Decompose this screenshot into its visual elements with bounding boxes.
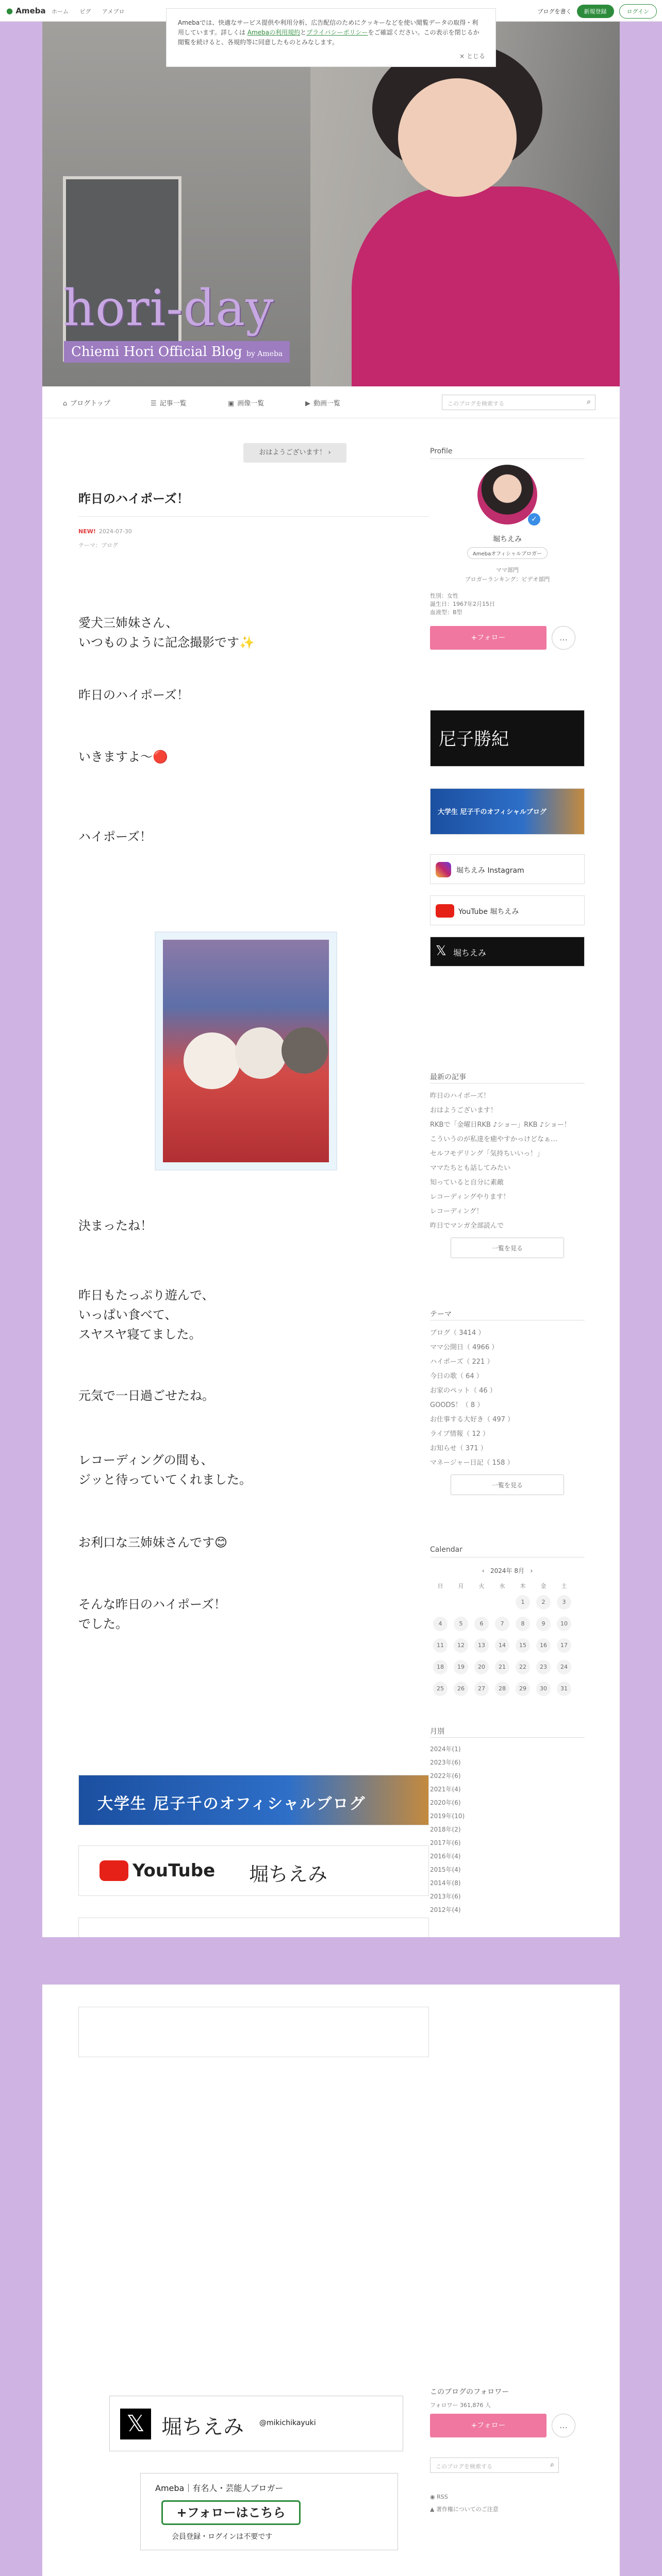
blog-subtitle: Chiemi Hori Official Blog by Ameba <box>64 341 290 363</box>
theme-item[interactable]: マネージャー日記（ 158 ） <box>430 1459 514 1467</box>
archive-item[interactable]: 2018年(2) <box>430 1826 461 1833</box>
recent-item[interactable]: おはようございます！ <box>430 1107 498 1114</box>
calendar-day: 3 <box>557 1595 571 1609</box>
archive-item[interactable]: 2022年(6) <box>430 1772 461 1780</box>
blog-title: hori-day <box>63 279 274 337</box>
write-blog-link[interactable]: ブログを書く <box>537 8 572 15</box>
calendar-day: 9 <box>536 1617 551 1631</box>
header-person-top <box>352 187 620 386</box>
article-text: いつものように記念撮影です✨ <box>78 635 255 650</box>
calendar-day: 10 <box>557 1617 571 1631</box>
calendar-day: 19 <box>454 1660 468 1674</box>
article-text: 元気で一日過ごせたね。 <box>78 1388 214 1403</box>
new-badge: NEW! <box>78 528 96 535</box>
subnav-articles[interactable]: ☰ 記事一覧 <box>151 400 187 408</box>
article-text: そんな昨日のハイポーズ！ <box>78 1597 226 1612</box>
calendar-day: 26 <box>454 1682 468 1696</box>
article-text: いっぱい食べて、 <box>78 1308 177 1322</box>
calendar-dow: 水 <box>499 1583 505 1589</box>
calendar-day: 12 <box>454 1638 468 1653</box>
theme-item[interactable]: お仕事する大好き（ 497 ） <box>430 1416 515 1423</box>
calendar-day: 8 <box>516 1617 530 1631</box>
search-icon[interactable]: ⌕ <box>587 398 591 406</box>
follow-cta: +フォローはこちら <box>161 2500 301 2525</box>
recent-item[interactable]: セルフモデリング「気持ちいいっ！」 <box>430 1150 544 1158</box>
calendar-dow: 火 <box>478 1583 485 1589</box>
profile-avatar[interactable] <box>477 465 537 524</box>
calendar-day: 4 <box>433 1617 448 1631</box>
followers-more-button[interactable]: … <box>552 2414 575 2437</box>
calendar-day: 22 <box>516 1660 530 1674</box>
dog-white-2 <box>235 1027 287 1079</box>
theme-item[interactable]: ママ公開日（ 4966 ） <box>430 1344 499 1351</box>
calendar-heading: Calendar <box>430 1546 462 1554</box>
archive-item[interactable]: 2014年(8) <box>430 1879 461 1887</box>
copyright-link[interactable]: ▲ 著作権についてのご注意 <box>430 2506 499 2513</box>
list-icon: ☰ <box>151 400 157 408</box>
archive-item[interactable]: 2015年(4) <box>430 1866 461 1873</box>
archive-heading: 月別 <box>430 1727 444 1736</box>
nav-link-pigg[interactable]: ピグ <box>79 8 91 15</box>
youtube-icon <box>436 904 454 918</box>
subnav-images[interactable]: ▣ 画像一覧 <box>228 400 264 408</box>
title-divider <box>78 516 429 517</box>
calendar-day: 23 <box>536 1660 551 1674</box>
x-side-banner[interactable]: 𝕏 堀ちえみ <box>430 937 585 967</box>
article-date: NEW! 2024-07-30 <box>78 528 132 535</box>
profile-more-button[interactable]: … <box>552 626 575 650</box>
instagram-banner[interactable]: 堀ちえみ Instagram <box>430 854 585 884</box>
archive-item[interactable]: 2020年(6) <box>430 1799 461 1806</box>
prev-article-button[interactable]: おはようございます！ › <box>243 443 346 463</box>
follow-banner[interactable]: Ameba｜有名人・芸能人ブロガー +フォローはこちら 会員登録・ログインは不要です <box>140 2473 398 2550</box>
calendar-day: 27 <box>474 1682 489 1696</box>
theme-item[interactable]: お知らせ（ 371 ） <box>430 1445 487 1452</box>
calendar-day: 20 <box>474 1660 489 1674</box>
recent-item[interactable]: 昨日でマンガ全部読んで <box>430 1222 504 1230</box>
calendar-day: 14 <box>495 1638 509 1653</box>
profile-stat: 性別：女性 <box>430 592 458 599</box>
theme-item[interactable]: ハイポーズ（ 221 ） <box>430 1358 494 1366</box>
privacy-link[interactable]: プライバシーポリシー <box>306 29 368 37</box>
x-banner[interactable] <box>109 2396 403 2451</box>
calendar-day: 29 <box>516 1682 530 1696</box>
recent-heading: 最新の記事 <box>430 1073 466 1081</box>
profile-heading: Profile <box>430 447 453 455</box>
article-text: 昨日もたっぷり遊んで、 <box>78 1288 214 1302</box>
cookie-text-1: Amebaでは、快適なサービス提供や利用分析、広告配信のためにクッキーなどを使い閲覧データの取得・利用しています。詳しくは <box>178 19 478 37</box>
global-links <box>52 7 134 15</box>
header-search-input[interactable]: このブログを検索する ⌕ <box>442 395 595 410</box>
article-title: 昨日のハイポーズ！ <box>78 492 189 506</box>
cookie-text-2: をご確認ください。この表示を閉じるか閲覧を続けると、各規約等に同意したものとみなします。 <box>178 29 479 46</box>
article-text: 決まったね！ <box>78 1218 153 1233</box>
calendar-day: 7 <box>495 1617 509 1631</box>
page-container <box>42 386 620 2576</box>
nav-link-home[interactable]: ホーム <box>52 8 69 15</box>
cookie-notice <box>166 8 496 67</box>
profile-category: ママ部門 <box>496 567 519 573</box>
recent-item[interactable]: こういうのが私達を癒やすかっけどなぁ… <box>430 1136 558 1143</box>
theme-item[interactable]: ブログ（ 3414 ） <box>430 1329 485 1337</box>
video-icon: ▶ <box>305 400 310 408</box>
archive-item[interactable]: 2016年(4) <box>430 1853 461 1860</box>
calendar-dow: 月 <box>458 1583 464 1589</box>
calendar-day: 25 <box>433 1682 448 1696</box>
banner-placeholder[interactable] <box>78 2007 429 2057</box>
ameba-logo[interactable]: ● Ameba <box>6 6 46 15</box>
article-text: ジッと待っていてくれました。 <box>78 1472 252 1487</box>
rss-icon: ◉ <box>430 2494 435 2500</box>
header-person-face <box>398 78 517 197</box>
dogs-photo[interactable] <box>156 933 336 1170</box>
youtube-banner[interactable] <box>78 1845 429 1896</box>
student-blog-side-banner[interactable]: 大学生 尼子千のオフィシャルブログ <box>430 788 585 835</box>
calendar-day: 1 <box>516 1595 530 1609</box>
youtube-brand: YouTube <box>133 1860 216 1881</box>
theme-item[interactable]: GOODS！（ 8 ） <box>430 1401 484 1409</box>
followers-count: フォロワー 361,876 人 <box>430 2402 491 2409</box>
article-theme[interactable]: テーマ：ブログ <box>78 542 118 549</box>
x-name: 堀ちえみ <box>161 2415 244 2439</box>
article-text: お利口な三姉妹さんです😊 <box>78 1535 228 1550</box>
youtube-side-banner[interactable]: YouTube 堀ちえみ <box>430 895 585 925</box>
calendar-day: 24 <box>557 1660 571 1674</box>
theme-item[interactable]: お家のペット（ 46 ） <box>430 1387 496 1395</box>
article-text: ハイポーズ！ <box>78 829 152 844</box>
profile-stat: 血液型：B型 <box>430 609 462 616</box>
calendar-day: 5 <box>454 1617 468 1631</box>
warning-icon: ▲ <box>430 2506 435 2513</box>
calendar-day: 30 <box>536 1682 551 1696</box>
archive-item[interactable]: 2013年(6) <box>430 1893 461 1900</box>
blog-subnav <box>42 386 620 418</box>
calendar-day: 6 <box>474 1617 489 1631</box>
calendar-day: 28 <box>495 1682 509 1696</box>
calendar-day: 15 <box>516 1638 530 1653</box>
dog-white-1 <box>184 1032 240 1089</box>
sidebar-follow-button[interactable]: +フォロー <box>430 626 547 650</box>
recent-item[interactable]: レコーディングやります！ <box>430 1193 510 1201</box>
signup-button[interactable]: 新規登録 <box>577 5 614 18</box>
book-banner[interactable]: 尼子勝紀 <box>430 710 585 767</box>
x-handle: @mikichikayuki <box>259 2419 316 2427</box>
cookie-and: と <box>300 29 307 37</box>
blog-header[interactable] <box>42 22 620 386</box>
profile-stat: 誕生日：1967年2月15日 <box>430 601 495 607</box>
article-text: でした。 <box>78 1617 128 1631</box>
recent-item[interactable]: レコーディング！ <box>430 1208 483 1215</box>
theme-heading: テーマ <box>430 1310 452 1318</box>
recent-item[interactable]: 昨日のハイポーズ！ <box>430 1092 490 1100</box>
theme-more-button[interactable]: 一覧を見る <box>451 1475 564 1495</box>
article-text: 昨日のハイポーズ！ <box>78 688 189 702</box>
calendar-dow: 金 <box>540 1583 547 1589</box>
recent-item[interactable]: 知っていると自分に素敵 <box>430 1179 504 1187</box>
rss-link[interactable]: ◉ RSS <box>430 2494 448 2500</box>
article-text: レコーディングの間も、 <box>78 1453 213 1467</box>
x-icon: 𝕏 <box>436 943 446 959</box>
calendar-month: ‹ 2024年 8月 › <box>482 1567 533 1574</box>
calendar-dow: 日 <box>437 1583 443 1589</box>
article-text: いきますよ〜🔴 <box>78 750 168 764</box>
profile-ranking: ブロガーランキング：ビデオ部門 <box>465 576 550 583</box>
nav-link-ameblo[interactable]: アメブロ <box>102 8 125 15</box>
article-text: スヤスヤ寝てました。 <box>78 1327 202 1342</box>
archive-item[interactable]: 2021年(4) <box>430 1786 461 1793</box>
verified-icon: ✓ <box>528 513 540 526</box>
subnav-blog-top[interactable]: ⌂ ブログトップ <box>63 400 110 408</box>
instagram-icon <box>436 862 451 877</box>
calendar-day: 21 <box>495 1660 509 1674</box>
archive-item[interactable]: 2019年(10) <box>430 1812 465 1820</box>
calendar-day: 11 <box>433 1638 448 1653</box>
calendar-day: 31 <box>557 1682 571 1696</box>
recent-more-button[interactable]: 一覧を見る <box>451 1238 564 1258</box>
archive-item[interactable]: 2012年(4) <box>430 1906 461 1913</box>
archive-item[interactable]: 2017年(6) <box>430 1839 461 1846</box>
recent-item[interactable]: ママたちとも話してみたい <box>430 1164 511 1172</box>
calendar-day: 16 <box>536 1638 551 1653</box>
youtube-icon <box>100 1860 128 1881</box>
calendar-day: 17 <box>557 1638 571 1653</box>
home-icon: ⌂ <box>63 400 68 408</box>
x-icon: 𝕏 <box>120 2409 151 2439</box>
calendar-day: 13 <box>474 1638 489 1653</box>
calendar-dow: 土 <box>561 1583 567 1589</box>
youtube-name: 堀ちえみ <box>249 1863 328 1886</box>
followers-heading: このブログのフォロワー <box>430 2388 509 2396</box>
terms-link[interactable]: Amebaの利用規約 <box>247 29 301 37</box>
archive-item[interactable]: 2024年(1) <box>430 1745 461 1753</box>
sidebar-search-input[interactable]: このブログを検索する ⌕ <box>430 2458 559 2473</box>
profile-name[interactable]: 堀ちえみ <box>493 535 522 544</box>
official-badge: Amebaオフィシャルブロガー <box>467 547 548 559</box>
article-text: 愛犬三姉妹さん、 <box>78 616 178 630</box>
student-blog-banner[interactable]: 大学生 尼子千のオフィシャルブログ <box>78 1775 429 1825</box>
theme-item[interactable]: 今日の歌（ 64 ） <box>430 1372 483 1380</box>
calendar-dow: 木 <box>520 1583 526 1589</box>
recent-item[interactable]: RKBで「金曜日RKB ♪ショー」RKB ♪ショー！ <box>430 1121 571 1129</box>
subnav-videos[interactable]: ▶ 動画一覧 <box>305 400 341 408</box>
dog-grey <box>282 1027 328 1074</box>
theme-item[interactable]: ライブ情報（ 12 ） <box>430 1430 490 1438</box>
login-button[interactable]: ログイン <box>619 4 657 19</box>
cookie-close-button[interactable]: × とじる <box>459 52 485 60</box>
search-icon[interactable]: ⌕ <box>550 2461 554 2469</box>
image-icon: ▣ <box>228 400 235 408</box>
page-gap <box>0 1937 662 1985</box>
calendar-day: 2 <box>536 1595 551 1609</box>
archive-item[interactable]: 2023年(6) <box>430 1759 461 1766</box>
calendar-day: 18 <box>433 1660 448 1674</box>
sidebar-follow-button-2[interactable]: +フォロー <box>430 2414 547 2437</box>
